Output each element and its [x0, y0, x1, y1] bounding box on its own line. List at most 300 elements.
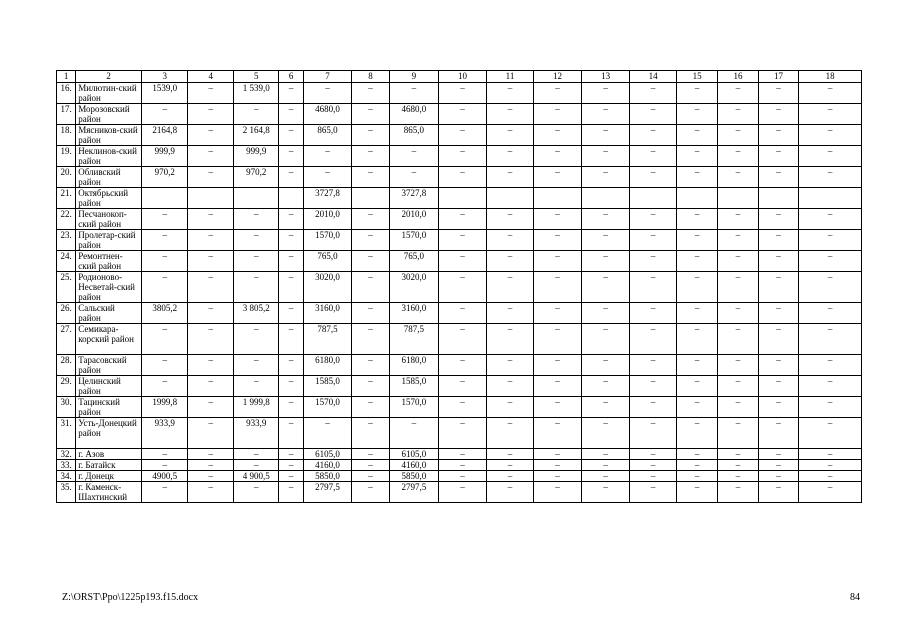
value-cell: –: [758, 167, 798, 188]
value-cell: 765,0: [389, 251, 439, 272]
value-cell: –: [718, 272, 758, 303]
value-cell: –: [581, 376, 630, 397]
value-cell: –: [676, 418, 717, 449]
value-cell: –: [758, 230, 798, 251]
column-number-15: 15: [676, 71, 717, 83]
column-number-18: 18: [799, 71, 862, 83]
column-number-12: 12: [534, 71, 582, 83]
value-cell: –: [141, 230, 188, 251]
value-cell: –: [534, 324, 582, 355]
value-cell: –: [233, 482, 279, 503]
value-cell: –: [141, 209, 188, 230]
value-cell: 1570,0: [389, 230, 439, 251]
value-cell: –: [581, 125, 630, 146]
value-cell: –: [303, 418, 352, 449]
table-row: [57, 146, 862, 167]
value-cell: [758, 188, 798, 209]
value-cell: –: [141, 104, 188, 125]
value-cell: –: [581, 83, 630, 104]
value-cell: –: [279, 449, 303, 460]
value-cell: –: [141, 251, 188, 272]
value-cell: –: [799, 104, 862, 125]
value-cell: –: [439, 125, 487, 146]
value-cell: –: [718, 471, 758, 482]
value-cell: –: [718, 303, 758, 324]
row-number-cell: 23.: [57, 230, 76, 251]
value-cell: –: [630, 83, 677, 104]
value-cell: –: [799, 449, 862, 460]
value-cell: –: [799, 83, 862, 104]
value-cell: –: [676, 376, 717, 397]
value-cell: –: [233, 230, 279, 251]
value-cell: –: [279, 104, 303, 125]
value-cell: –: [188, 324, 234, 355]
value-cell: –: [799, 146, 862, 167]
value-cell: –: [581, 209, 630, 230]
value-cell: 2164,8: [141, 125, 188, 146]
value-cell: –: [141, 376, 188, 397]
budget-table: [56, 70, 862, 503]
value-cell: –: [188, 355, 234, 376]
value-cell: –: [352, 104, 389, 125]
value-cell: 6105,0: [303, 449, 352, 460]
value-cell: –: [581, 324, 630, 355]
value-cell: –: [718, 460, 758, 471]
value-cell: –: [758, 125, 798, 146]
value-cell: –: [534, 418, 582, 449]
value-cell: –: [799, 167, 862, 188]
value-cell: –: [486, 230, 534, 251]
value-cell: –: [352, 230, 389, 251]
value-cell: –: [352, 355, 389, 376]
value-cell: [630, 188, 677, 209]
column-number-6: 6: [279, 71, 303, 83]
value-cell: –: [676, 251, 717, 272]
district-name-cell: Родионово-Несветай-ский район: [76, 272, 142, 303]
value-cell: 2 164,8: [233, 125, 279, 146]
value-cell: –: [799, 471, 862, 482]
value-cell: –: [758, 83, 798, 104]
value-cell: –: [758, 460, 798, 471]
row-number-cell: 28.: [57, 355, 76, 376]
value-cell: –: [279, 230, 303, 251]
district-name-cell: г. Азов: [76, 449, 142, 460]
value-cell: –: [389, 146, 439, 167]
value-cell: 1570,0: [303, 230, 352, 251]
value-cell: –: [303, 167, 352, 188]
value-cell: 933,9: [233, 418, 279, 449]
value-cell: 2010,0: [389, 209, 439, 230]
value-cell: –: [352, 125, 389, 146]
value-cell: –: [439, 376, 487, 397]
value-cell: –: [279, 83, 303, 104]
district-name-cell: г. Батайск: [76, 460, 142, 471]
value-cell: –: [141, 324, 188, 355]
row-number-cell: 16.: [57, 83, 76, 104]
file-path: Z:\ORST\Ppo\1225p193.f15.docx: [62, 592, 199, 603]
table-row: [57, 83, 862, 104]
value-cell: –: [303, 83, 352, 104]
value-cell: –: [534, 209, 582, 230]
value-cell: –: [718, 104, 758, 125]
column-number-8: 8: [352, 71, 389, 83]
value-cell: –: [534, 104, 582, 125]
value-cell: 787,5: [303, 324, 352, 355]
row-number-cell: 26.: [57, 303, 76, 324]
value-cell: –: [279, 482, 303, 503]
column-number-17: 17: [758, 71, 798, 83]
value-cell: –: [279, 418, 303, 449]
table-row: [57, 303, 862, 324]
value-cell: 4160,0: [389, 460, 439, 471]
column-number-10: 10: [439, 71, 487, 83]
table-row: [57, 167, 862, 188]
value-cell: –: [758, 251, 798, 272]
value-cell: –: [630, 272, 677, 303]
column-number-16: 16: [718, 71, 758, 83]
value-cell: –: [718, 125, 758, 146]
value-cell: –: [188, 272, 234, 303]
value-cell: –: [439, 251, 487, 272]
value-cell: –: [534, 482, 582, 503]
value-cell: –: [718, 376, 758, 397]
row-number-cell: 22.: [57, 209, 76, 230]
value-cell: –: [534, 303, 582, 324]
value-cell: –: [630, 303, 677, 324]
row-number-cell: 33.: [57, 460, 76, 471]
value-cell: –: [534, 471, 582, 482]
value-cell: 2797,5: [303, 482, 352, 503]
value-cell: –: [439, 230, 487, 251]
value-cell: 865,0: [389, 125, 439, 146]
value-cell: –: [352, 272, 389, 303]
value-cell: –: [486, 125, 534, 146]
value-cell: –: [758, 418, 798, 449]
value-cell: –: [676, 230, 717, 251]
value-cell: –: [758, 397, 798, 418]
value-cell: –: [486, 449, 534, 460]
value-cell: –: [799, 418, 862, 449]
value-cell: –: [676, 355, 717, 376]
value-cell: –: [799, 355, 862, 376]
value-cell: –: [439, 355, 487, 376]
value-cell: 787,5: [389, 324, 439, 355]
table-row: [57, 418, 862, 449]
value-cell: –: [799, 209, 862, 230]
table-row: [57, 397, 862, 418]
value-cell: –: [352, 324, 389, 355]
value-cell: –: [676, 471, 717, 482]
row-number-cell: 19.: [57, 146, 76, 167]
value-cell: –: [486, 104, 534, 125]
value-cell: –: [630, 167, 677, 188]
value-cell: –: [534, 355, 582, 376]
value-cell: –: [758, 355, 798, 376]
value-cell: –: [141, 449, 188, 460]
value-cell: –: [676, 449, 717, 460]
value-cell: –: [352, 376, 389, 397]
column-number-3: 3: [141, 71, 188, 83]
value-cell: –: [439, 83, 487, 104]
value-cell: –: [141, 355, 188, 376]
value-cell: –: [758, 303, 798, 324]
value-cell: –: [630, 355, 677, 376]
column-number-7: 7: [303, 71, 352, 83]
value-cell: –: [279, 251, 303, 272]
value-cell: –: [718, 251, 758, 272]
value-cell: [352, 188, 389, 209]
value-cell: [233, 188, 279, 209]
value-cell: –: [233, 376, 279, 397]
value-cell: –: [534, 125, 582, 146]
value-cell: –: [718, 209, 758, 230]
table-row: [57, 449, 862, 460]
district-name-cell: Ремонтнен-ский район: [76, 251, 142, 272]
value-cell: –: [534, 83, 582, 104]
value-cell: 1539,0: [141, 83, 188, 104]
value-cell: –: [439, 324, 487, 355]
row-number-cell: 32.: [57, 449, 76, 460]
district-name-cell: г. Каменск-Шахтинский: [76, 482, 142, 503]
value-cell: –: [581, 251, 630, 272]
value-cell: –: [439, 482, 487, 503]
value-cell: –: [676, 272, 717, 303]
value-cell: –: [188, 251, 234, 272]
value-cell: –: [718, 230, 758, 251]
value-cell: –: [581, 418, 630, 449]
value-cell: –: [279, 324, 303, 355]
value-cell: –: [799, 303, 862, 324]
value-cell: –: [581, 146, 630, 167]
value-cell: –: [718, 324, 758, 355]
value-cell: –: [581, 397, 630, 418]
value-cell: –: [630, 449, 677, 460]
value-cell: –: [486, 251, 534, 272]
value-cell: –: [718, 355, 758, 376]
value-cell: –: [718, 449, 758, 460]
value-cell: –: [676, 125, 717, 146]
value-cell: 3 805,2: [233, 303, 279, 324]
value-cell: –: [389, 83, 439, 104]
value-cell: –: [718, 146, 758, 167]
district-name-cell: Милютин-ский район: [76, 83, 142, 104]
value-cell: 999,9: [233, 146, 279, 167]
value-cell: –: [352, 146, 389, 167]
value-cell: –: [630, 324, 677, 355]
value-cell: –: [188, 230, 234, 251]
value-cell: –: [630, 471, 677, 482]
column-number-13: 13: [581, 71, 630, 83]
value-cell: –: [188, 303, 234, 324]
district-name-cell: Песчанокоп-ский район: [76, 209, 142, 230]
value-cell: –: [486, 418, 534, 449]
value-cell: –: [676, 482, 717, 503]
value-cell: 4680,0: [303, 104, 352, 125]
value-cell: –: [581, 471, 630, 482]
row-number-cell: 31.: [57, 418, 76, 449]
value-cell: [581, 188, 630, 209]
value-cell: –: [799, 324, 862, 355]
value-cell: –: [486, 482, 534, 503]
table-row: [57, 251, 862, 272]
value-cell: –: [486, 397, 534, 418]
value-cell: –: [279, 355, 303, 376]
value-cell: [439, 188, 487, 209]
value-cell: –: [439, 272, 487, 303]
value-cell: –: [676, 83, 717, 104]
value-cell: 1 539,0: [233, 83, 279, 104]
value-cell: –: [799, 251, 862, 272]
value-cell: –: [799, 272, 862, 303]
value-cell: –: [141, 460, 188, 471]
value-cell: –: [352, 209, 389, 230]
table-row: [57, 482, 862, 503]
value-cell: 4680,0: [389, 104, 439, 125]
value-cell: –: [279, 460, 303, 471]
value-cell: –: [676, 324, 717, 355]
value-cell: –: [799, 482, 862, 503]
column-number-5: 5: [233, 71, 279, 83]
value-cell: –: [630, 418, 677, 449]
value-cell: –: [439, 418, 487, 449]
value-cell: [534, 188, 582, 209]
value-cell: –: [486, 471, 534, 482]
table-row: [57, 104, 862, 125]
value-cell: –: [758, 376, 798, 397]
value-cell: –: [233, 460, 279, 471]
value-cell: 1570,0: [303, 397, 352, 418]
value-cell: –: [233, 251, 279, 272]
value-cell: –: [581, 460, 630, 471]
value-cell: 4160,0: [303, 460, 352, 471]
value-cell: 970,2: [233, 167, 279, 188]
value-cell: –: [581, 355, 630, 376]
district-name-cell: Тацинский район: [76, 397, 142, 418]
row-number-cell: 25.: [57, 272, 76, 303]
value-cell: 1570,0: [389, 397, 439, 418]
value-cell: –: [581, 167, 630, 188]
value-cell: 6105,0: [389, 449, 439, 460]
value-cell: –: [799, 376, 862, 397]
value-cell: 4900,5: [141, 471, 188, 482]
value-cell: [718, 188, 758, 209]
value-cell: –: [630, 146, 677, 167]
value-cell: –: [799, 460, 862, 471]
value-cell: 6180,0: [389, 355, 439, 376]
value-cell: 999,9: [141, 146, 188, 167]
value-cell: –: [233, 104, 279, 125]
value-cell: 970,2: [141, 167, 188, 188]
value-cell: –: [439, 303, 487, 324]
district-name-cell: Неклинов-ский район: [76, 146, 142, 167]
value-cell: –: [352, 251, 389, 272]
page-number: 84: [850, 592, 860, 603]
table-row: [57, 272, 862, 303]
value-cell: –: [676, 209, 717, 230]
value-cell: –: [534, 146, 582, 167]
value-cell: –: [389, 167, 439, 188]
row-number-cell: 35.: [57, 482, 76, 503]
value-cell: 3020,0: [303, 272, 352, 303]
value-cell: –: [486, 272, 534, 303]
value-cell: –: [630, 251, 677, 272]
table-row: [57, 209, 862, 230]
row-number-cell: 24.: [57, 251, 76, 272]
value-cell: 1999,8: [141, 397, 188, 418]
value-cell: –: [676, 167, 717, 188]
value-cell: –: [534, 272, 582, 303]
table-row: [57, 125, 862, 146]
value-cell: –: [279, 272, 303, 303]
value-cell: [799, 188, 862, 209]
district-name-cell: Усть-Донецкий район: [76, 418, 142, 449]
value-cell: –: [799, 397, 862, 418]
value-cell: –: [486, 376, 534, 397]
value-cell: –: [279, 209, 303, 230]
column-number-9: 9: [389, 71, 439, 83]
value-cell: –: [188, 397, 234, 418]
value-cell: –: [439, 471, 487, 482]
column-number-11: 11: [486, 71, 534, 83]
value-cell: –: [279, 146, 303, 167]
row-number-cell: 30.: [57, 397, 76, 418]
value-cell: –: [352, 418, 389, 449]
value-cell: –: [233, 324, 279, 355]
value-cell: –: [188, 449, 234, 460]
value-cell: 3727,8: [389, 188, 439, 209]
value-cell: –: [352, 83, 389, 104]
value-cell: –: [758, 449, 798, 460]
value-cell: –: [389, 418, 439, 449]
value-cell: –: [630, 104, 677, 125]
column-number-1: 1: [57, 71, 76, 83]
row-number-cell: 20.: [57, 167, 76, 188]
value-cell: [141, 188, 188, 209]
value-cell: [188, 188, 234, 209]
value-cell: –: [676, 104, 717, 125]
value-cell: –: [233, 355, 279, 376]
value-cell: 5850,0: [389, 471, 439, 482]
value-cell: –: [630, 125, 677, 146]
district-name-cell: Сальский район: [76, 303, 142, 324]
value-cell: 3160,0: [389, 303, 439, 324]
value-cell: –: [439, 209, 487, 230]
table-row: [57, 376, 862, 397]
value-cell: 3805,2: [141, 303, 188, 324]
row-number-cell: 18.: [57, 125, 76, 146]
value-cell: 933,9: [141, 418, 188, 449]
value-cell: –: [758, 471, 798, 482]
value-cell: –: [279, 167, 303, 188]
value-cell: [676, 188, 717, 209]
district-name-cell: Пролетар-ский район: [76, 230, 142, 251]
value-cell: –: [439, 449, 487, 460]
value-cell: –: [486, 83, 534, 104]
value-cell: 2010,0: [303, 209, 352, 230]
value-cell: –: [534, 376, 582, 397]
value-cell: –: [486, 209, 534, 230]
value-cell: 4 900,5: [233, 471, 279, 482]
value-cell: –: [486, 355, 534, 376]
table-row: [57, 471, 862, 482]
value-cell: –: [718, 167, 758, 188]
value-cell: –: [630, 482, 677, 503]
row-number-cell: 27.: [57, 324, 76, 355]
value-cell: –: [188, 167, 234, 188]
value-cell: –: [486, 303, 534, 324]
value-cell: –: [534, 460, 582, 471]
table-row: [57, 230, 862, 251]
